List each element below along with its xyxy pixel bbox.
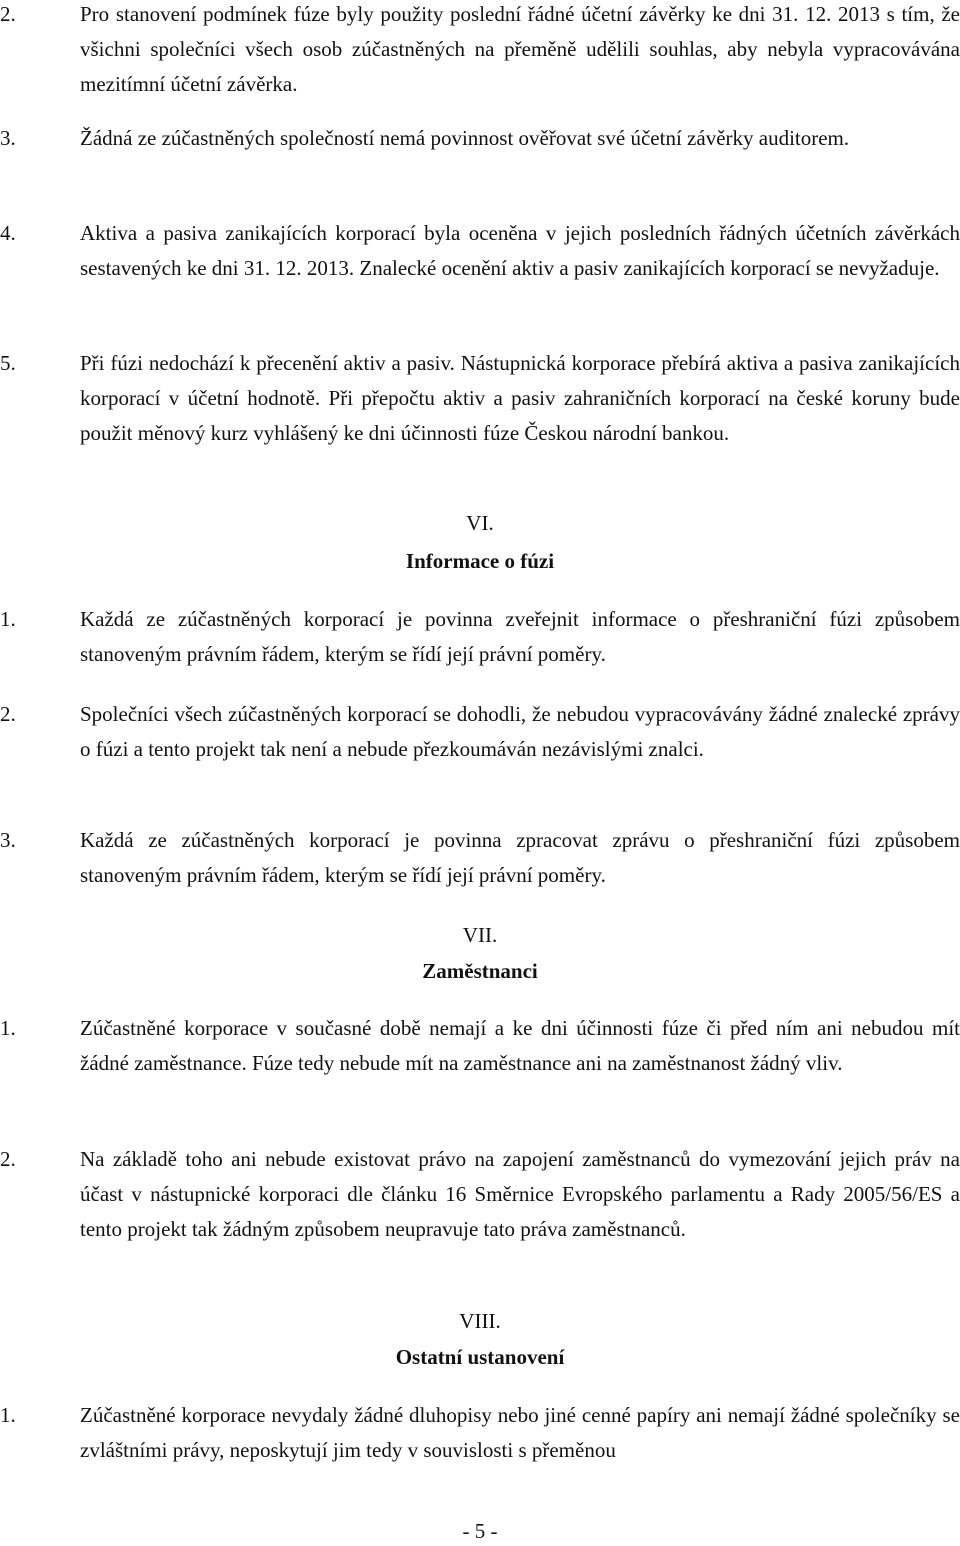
page-number: - 5 - — [462, 1519, 498, 1543]
list-item — [0, 697, 960, 767]
item-number: 1. — [0, 1403, 16, 1427]
item-number: 1. — [0, 1016, 16, 1040]
item-number: 5. — [0, 351, 16, 375]
list-item — [0, 823, 960, 893]
item-text: Při fúzi nedochází k přecenění aktiv a pasiv. Nástupnická korporace přebírá aktiva a pasiva zanikajících korporací v účetní hodnotě. Při přepočtu aktiv a pasiv zahraničních korporací na české koruny bude použit měnový kurz vyhlášený ke dni účinnosti fúze Českou národní bankou. — [80, 351, 960, 445]
item-number: 4. — [0, 221, 16, 245]
list-item — [0, 602, 960, 672]
section-number: VI. — [466, 511, 494, 535]
item-number: 3. — [0, 828, 16, 852]
section-number: VIII. — [459, 1309, 501, 1333]
item-text: Každá ze zúčastněných korporací je povinna zveřejnit informace o přeshraniční fúzi způsobem stanoveným právním řádem, kterým se řídí její právní poměry. — [80, 607, 960, 666]
item-text: Společníci všech zúčastněných korporací se dohodli, že nebudou vypracovávány žádné znalecké zprávy o fúzi a tento projekt tak není a nebude přezkoumáván nezávislými znalci. — [80, 702, 960, 761]
section-title: Informace o fúzi — [405, 549, 555, 573]
item-number: 2. — [0, 2, 16, 26]
list-item — [0, 346, 960, 451]
item-number: 3. — [0, 126, 16, 150]
section-title: Ostatní ustanovení — [395, 1345, 565, 1369]
list-item — [0, 121, 960, 156]
item-text: Aktiva a pasiva zanikajících korporací byla oceněna v jejich posledních řádných účetních závěrkách sestavených ke dni 31. 12. 2013. Znalecké ocenění aktiv a pasiv zanikajících korporací se nevyžaduje. — [80, 221, 960, 280]
list-item — [0, 1398, 960, 1468]
item-text: Zúčastněné korporace nevydaly žádné dluhopisy nebo jiné cenné papíry ani nemají žádné společníky se zvláštními právy, neposkytují jim tedy v souvislosti s přeměnou — [80, 1403, 960, 1462]
item-number: 2. — [0, 1147, 16, 1171]
item-text: Každá ze zúčastněných korporací je povinna zpracovat zprávu o přeshraniční fúzi způsobem stanoveným právním řádem, kterým se řídí její právní poměry. — [80, 828, 960, 887]
item-number: 2. — [0, 702, 16, 726]
list-item — [0, 216, 960, 286]
section-title: Zaměstnanci — [422, 959, 538, 983]
item-text: Zúčastněné korporace v současné době nemají a ke dni účinnosti fúze či před ním ani nebudou mít žádné zaměstnance. Fúze tedy nebude mít na zaměstnance ani na zaměstnanost žádný vliv. — [80, 1016, 960, 1075]
item-text: Na základě toho ani nebude existovat právo na zapojení zaměstnanců do vymezování jejich práv na účast v nástupnické korporaci dle článku 16 Směrnice Evropského parlamentu a Rady 2005/56/ES a tento projekt tak žádným způsobem neupravuje tato práva zaměstnanců. — [80, 1147, 960, 1241]
item-text: Pro stanovení podmínek fúze byly použity poslední řádné účetní závěrky ke dni 31. 12. 2013 s tím, že všichni společníci všech osob zúčastněných na přeměně udělili souhlas, aby nebyla vypracovávána mezitímní účetní závěrka. — [80, 2, 960, 96]
section-number: VII. — [462, 923, 498, 947]
list-item — [0, 0, 960, 102]
list-item — [0, 1142, 960, 1247]
list-item — [0, 1011, 960, 1081]
item-text: Žádná ze zúčastněných společností nemá povinnost ověřovat své účetní závěrky auditorem. — [80, 126, 850, 150]
item-number: 1. — [0, 607, 16, 631]
